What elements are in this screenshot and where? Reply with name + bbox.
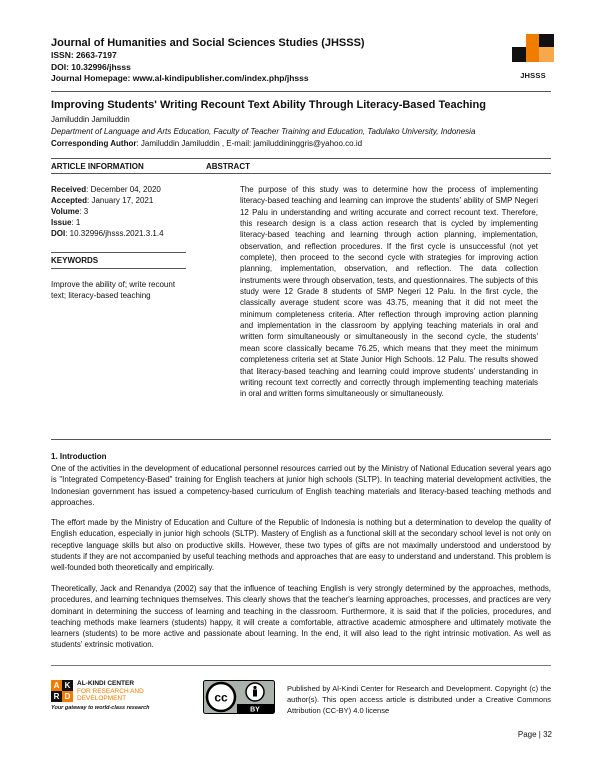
journal-title: Journal of Humanities and Social Sciences Studies (JHSSS) (51, 37, 365, 49)
kindi-name-3: DEVELOPMENT (77, 695, 127, 702)
volume-line: Volume: 3 (51, 207, 89, 216)
introduction-heading: 1. Introduction (51, 452, 107, 461)
keywords-top-rule (51, 252, 186, 253)
abstract-end-rule (51, 439, 551, 440)
footer-divider (51, 665, 551, 666)
author-name: Jamiluddin Jamiluddin (51, 115, 130, 124)
corresponding-text[interactable]: : Jamiluddin Jamiluddin , E-mail: jamiluddininggris@yahoo.co.id (136, 139, 363, 148)
al-kindi-logo: A K R D AL-KINDI CENTER FOR RESEARCH AND DEVELOPMENT Your gateway to world-class research (51, 680, 150, 711)
abstract-text: The purpose of this study was to determine how the process of implementing literacy-based teaching and learning can improve the students' ability of SMP Negeri 12 Palu in understanding and writing accurate and correct recount text. Therefore, this research design is a class action research that is cycled by implementing literacy-based teaching and learning through action planning, implementation, observation, and reflection procedures. If the first cycle is unsuccessful (not yet complete), then proceed to the second cycle with strategies for improving action planning, implementation, observation, and reflection. The data collection instruments were through observation, tests, and questionnaires. The subjects of this study were 12 Grade 8 students of SMP Negeri 12 Palu. In the first cycle, the classically average student score was 43.75, meaning that it did not meet the minimum completeness criteria. After reflection through improving action planning and implementation in the classroom by applying teaching materials in oral and written form simultaneously or simultaneously in the second cycle, the students' mean score classically became 76.25, which means that they meet the minimum completeness criteria set at State Junior High Schools. 12 Palu. The results showed that literacy-based teaching and learning could improve students' understanding in writing recount text correctly and correctly through implementing teaching materials in oral and written forms simultaneously or simultaneously. (240, 185, 538, 399)
intro-paragraph-3: Theoretically, Jack and Renandya (2002) say that the influence of teaching English is very strongly determined by the approaches, methods, procedures, and learning techniques themselves. This clearly shows that the teacher's learning approaches, processes, and practices are very dominant in determining the success of learning and teaching in the classroom. Furthermore, it is said that if the policies, procedures, and teaching methods make learners (students) happy, it will create a comfortable, attractive academic atmosphere and ultimately motivate the learners (students) to be more active and passionate about learning. In the end, it will also lead to the right intrinsic motivation. As well as students' extrinsic motivation. (51, 584, 551, 650)
corresponding-author (51, 139, 362, 148)
keywords-heading: KEYWORDS (51, 256, 99, 265)
article-info (51, 184, 164, 239)
publisher-notice: Published by Al-Kindi Center for Research and Development. Copyright (c) the author(s). This open access article is distributed under a Creative Commons Attribution (CC-BY) 4.0 license (287, 684, 551, 715)
keywords-list: Improve the ability of; write recount text; literacy-based teaching (51, 280, 176, 300)
jhsss-logo-label: JHSSS (520, 71, 546, 80)
received-line: Received: December 04, 2020 (51, 185, 161, 194)
jhsss-logo (512, 34, 554, 78)
kindi-name-1: AL-KINDI CENTER (77, 680, 135, 687)
abstract-heading: ABSTRACT (206, 162, 250, 171)
header-divider (51, 91, 551, 92)
journal-homepage[interactable]: Journal Homepage: www.al-kindipublisher.com/index.php/jhsss (51, 73, 309, 83)
keywords-bottom-rule (51, 268, 186, 269)
issue-line: Issue: 1 (51, 218, 81, 227)
page-number: Page | 32 (517, 730, 552, 739)
doi-line: DOI: 10.32996/jhsss.2021.3.1.4 (51, 229, 164, 238)
cc-by-license-badge[interactable] (203, 680, 275, 714)
journal-doi: DOI: 10.32996/jhsss (51, 61, 131, 72)
sections-bottom-rule (51, 173, 551, 174)
journal-header (51, 36, 551, 85)
sections-top-rule (51, 158, 551, 159)
article-info-heading: ARTICLE INFORMATION (51, 162, 144, 171)
intro-paragraph-1: One of the activities in the development of educational personnel resources carried out by the Ministry of National Education several years ago is "Integrated Competency-Based" training for English teachers at junior high schools (SLTP). In teaching material development activities, the Indonesian government has issued a competency-based curriculum of English teaching materials and literacy-based teaching methods and approaches. (51, 464, 551, 507)
by-text: BY (250, 706, 260, 714)
author-affiliation: Department of Language and Arts Education, Faculty of Teacher Training and Education, Tadulako University, Indonesia (51, 127, 476, 136)
corresponding-label: Corresponding Author (51, 139, 137, 148)
cc-text: cc (214, 690, 228, 705)
article-title: Improving Students' Writing Recount Text Ability Through Literacy-Based Teaching (51, 99, 486, 111)
intro-paragraph-2: The effort made by the Ministry of Education and Culture of the Republic of Indonesia is nothing but a determination to develop the quality of English education, especially in junior high schools (SLTP). Mastery of English as a functional skill at the secondary school level is not only on receptive language skills but also on productive skills. However, these two types of gifts are not maximally understood and understood by students if they are not accompanied by useful teaching methods and approaches that are easy to understand and understand. This problem is well-founded both theoretically and empirically. (51, 518, 551, 573)
cc-by-icon (203, 680, 275, 714)
journal-issn: ISSN: 2663-7197 (51, 50, 117, 60)
kindi-name-2: FOR RESEARCH AND (77, 687, 144, 695)
kindi-tagline: Your gateway to world-class research (51, 705, 150, 711)
accepted-line: Accepted: January 17, 2021 (51, 196, 154, 205)
